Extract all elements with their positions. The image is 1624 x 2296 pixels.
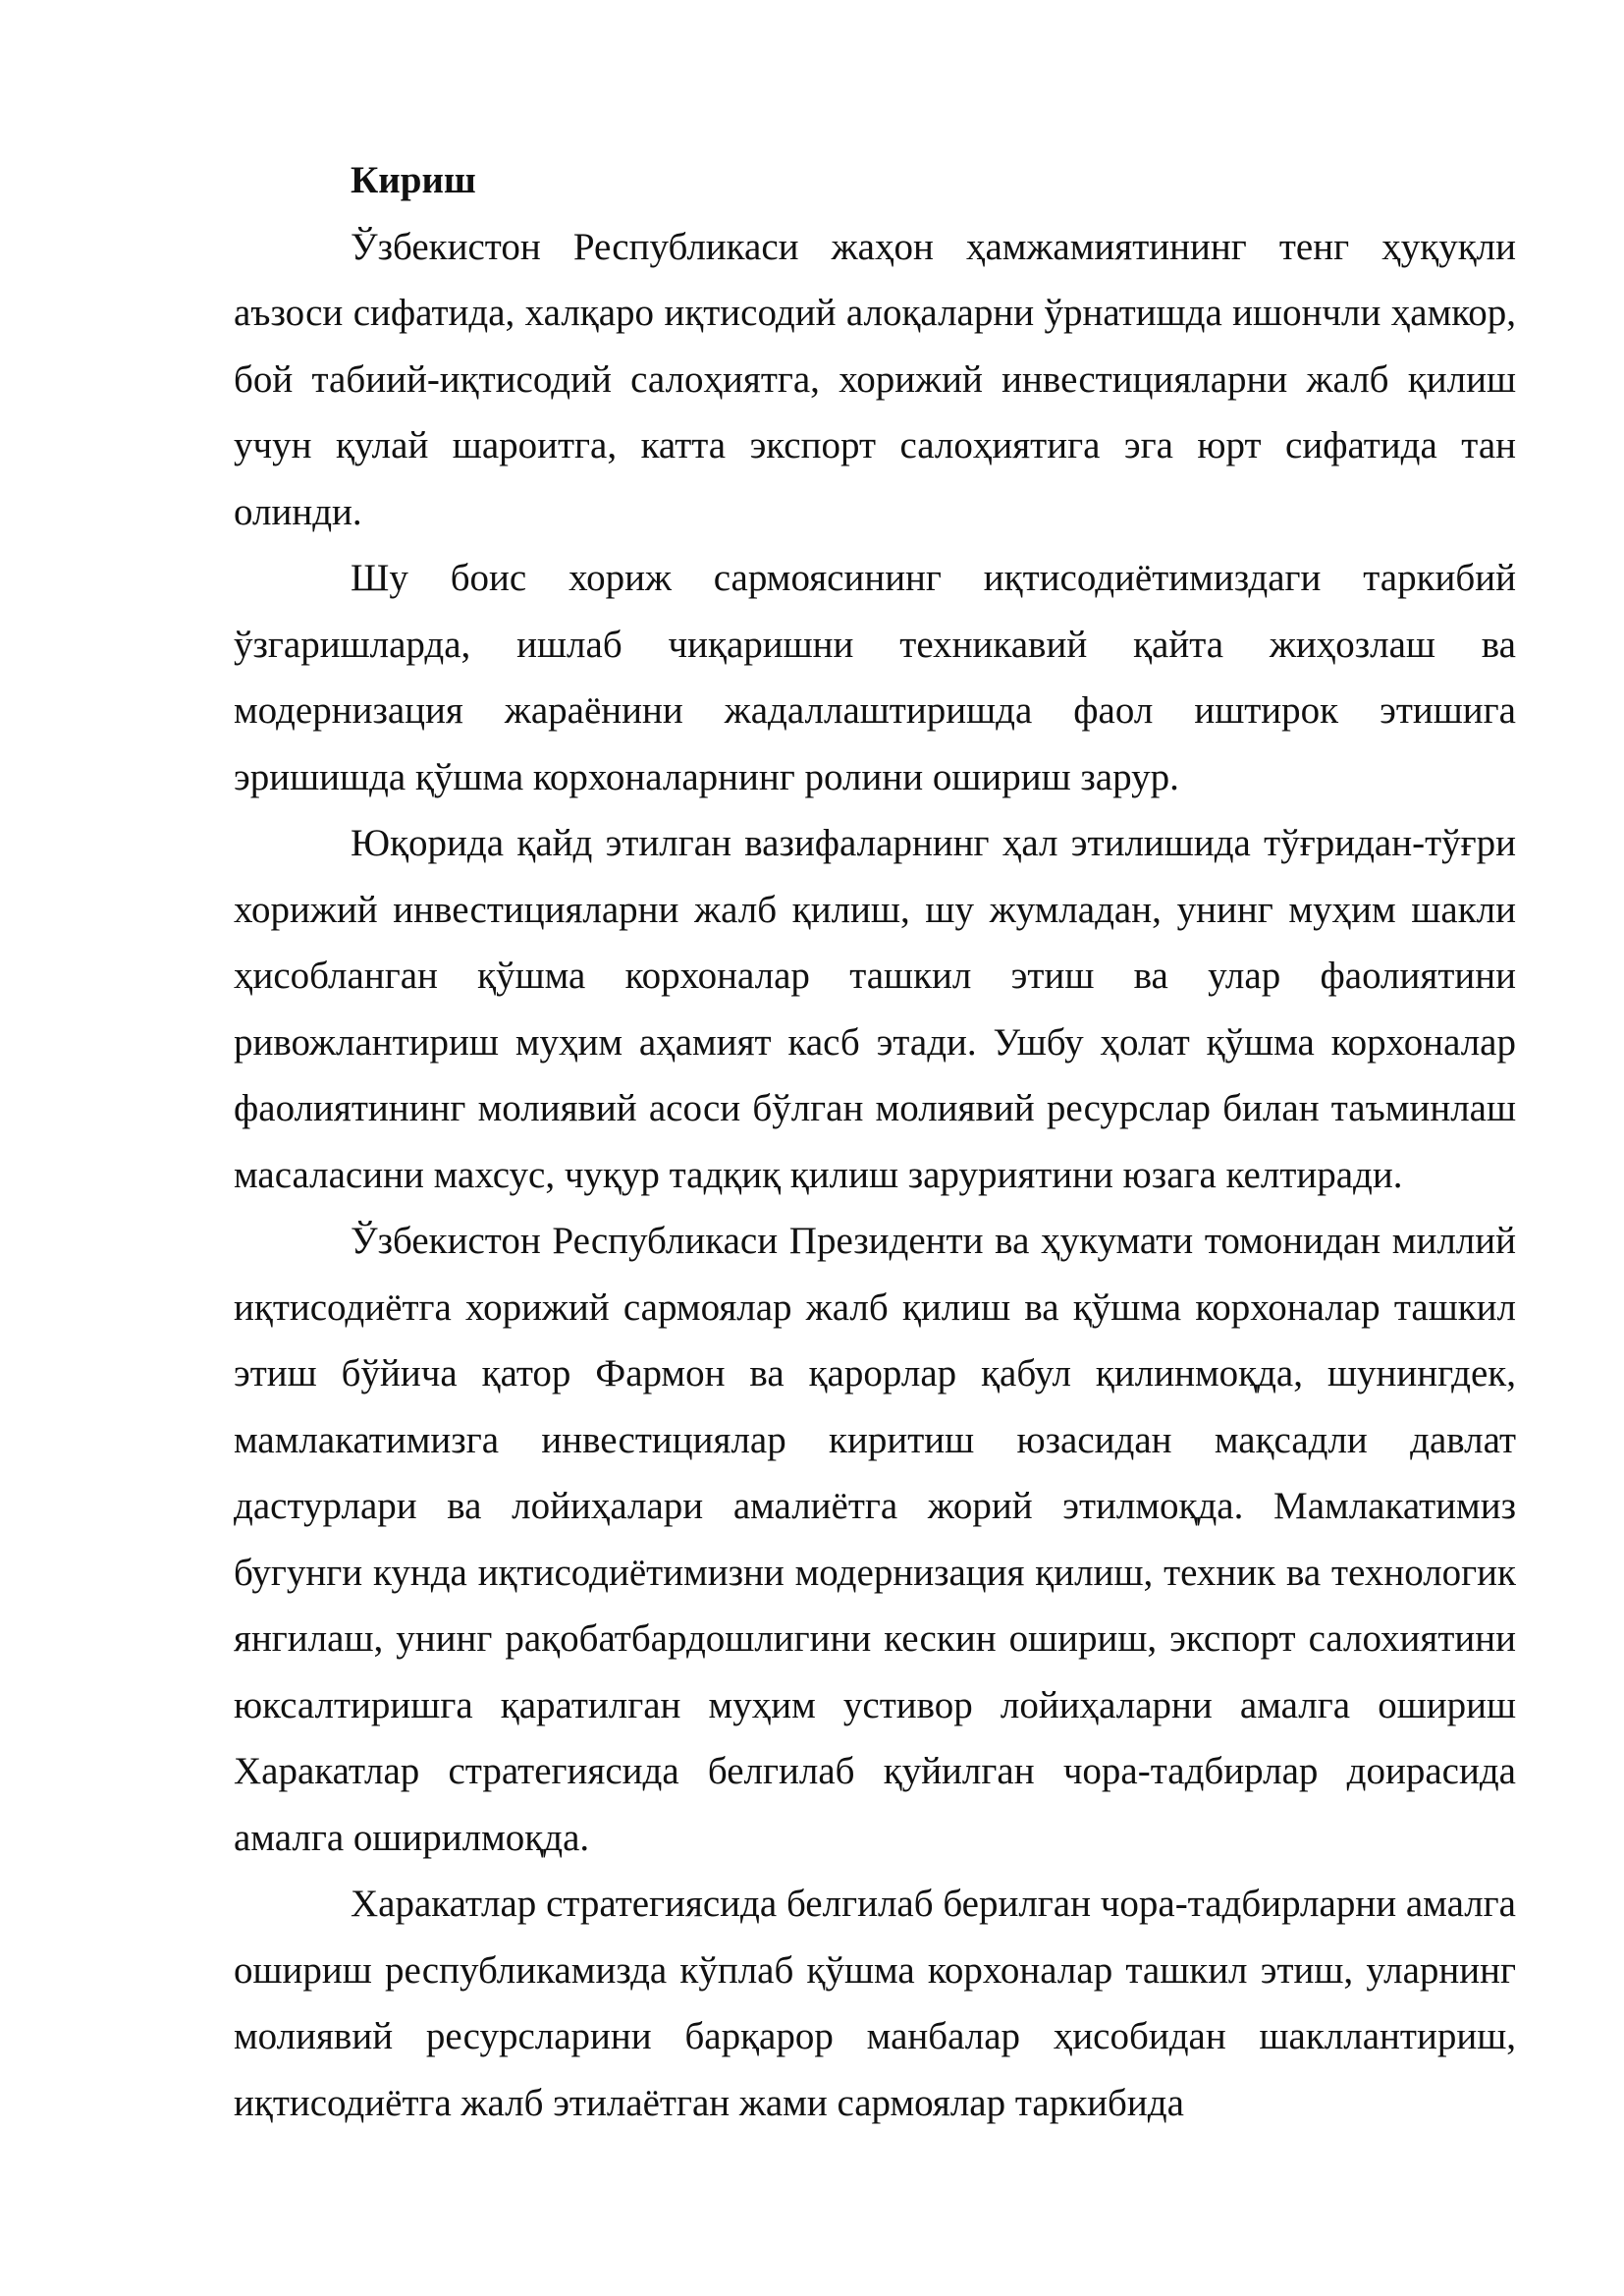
paragraph-3: Юқорида қайд этилган вазифаларнинг ҳал этилишида тўғридан-тўғри хорижий инвестицияларни жалб қилиш, шу жумладан, унинг муҳим шакли ҳисобланган қўшма корхоналар ташкил этиш ва улар фаолиятини ривожлантириш муҳим аҳамият касб этади. Ушбу ҳолат қўшма корхоналар фаолиятининг молиявий асоси бўлган молиявий ресурслар билан таъминлаш масаласини махсус, чуқур тадқиқ қилиш заруриятини юзага келтиради.: [234, 822, 1516, 1196]
paragraph-2: Шу боис хориж сармоясининг иқтисодиётимиздаги таркибий ўзгаришларда, ишлаб чиқаришни техникавий қайта жиҳозлаш ва модернизация жараёнини жадаллаштиришда фаол иштирок этишига эришишда қўшма корхоналарнинг ролини ошириш зарур.: [234, 557, 1516, 798]
paragraph-1: Ўзбекистон Республикаси жаҳон ҳамжамиятининг тенг ҳуқуқли аъзоси сифатида, халқаро иқтисодий алоқаларни ўрнатишда ишончли ҳамкор, бой табиий-иқтисодий салоҳиятга, хорижий инвестицияларни жалб қилиш учун қулай шароитга, катта экспорт салоҳиятига эга юрт сифатида тан олинди.: [234, 225, 1516, 533]
section-heading: Кириш: [351, 159, 476, 201]
document-page: [234, 147, 1516, 2136]
paragraph-4: Ўзбекистон Республикаси Президенти ва ҳукумати томонидан миллий иқтисодиётга хорижий сармоялар жалб қилиш ва қўшма корхоналар ташкил этиш бўйича қатор Фармон ва қарорлар қабул қилинмоқда, шунингдек, мамлакатимизга инвестициялар киритиш юзасидан мақсадли давлат дастурлари ва лойиҳалари амалиётга жорий этилмоқда. Мамлакатимиз бугунги кунда иқтисодиётимизни модернизация қилиш, техник ва технологик янгилаш, унинг рақобатбардошлигини кескин ошириш, экспорт салохиятини юксалтиришга қаратилган муҳим устивор лойиҳаларни амалга ошириш Харакатлар стратегиясида белгилаб қуйилган чора-тадбирлар доирасида амалга оширилмоқда.: [234, 1220, 1516, 1859]
paragraph-5: Харакатлар стратегиясида белгилаб берилган чора-тадбирларни амалга ошириш республикамизда кўплаб қўшма корхоналар ташкил этиш, уларнинг молиявий ресурсларини барқарор манбалар ҳисобидан шакллантириш, иқтисодиётга жалб этилаётган жами сармоялар таркибида: [234, 1883, 1516, 2124]
